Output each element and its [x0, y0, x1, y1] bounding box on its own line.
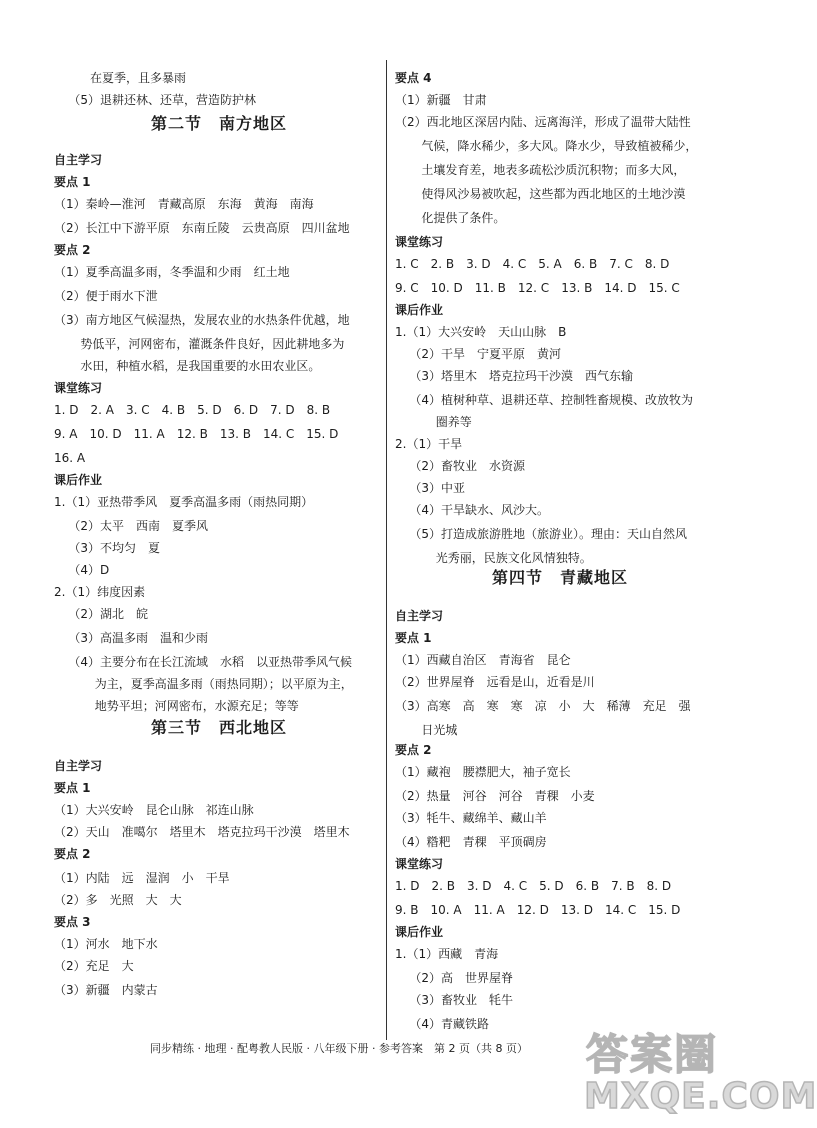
- answer-line: （4）主要分布在长江流域 水稻 以亚热带季风气候: [68, 655, 353, 669]
- answer-line: 地势平坦；河网密布，水源充足；等等: [94, 699, 299, 713]
- answer-line: （1）新疆 甘肃: [395, 93, 487, 107]
- answer-line: （2）多 光照 大 大: [54, 893, 182, 907]
- answer-line: （2）畜牧业 水资源: [409, 459, 526, 473]
- subheading: 要点 1: [395, 631, 432, 645]
- answer-line: （5）打造成旅游胜地（旅游业）。理由：天山自然风: [409, 527, 688, 541]
- watermark-cn: 答案圈: [586, 1030, 719, 1079]
- subheading: 课后作业: [395, 925, 444, 939]
- answer-line: （1）藏袍 腰襟肥大，袖子宽长: [395, 765, 571, 779]
- answer-line: （3）牦牛、藏绵羊、藏山羊: [395, 811, 547, 825]
- subheading: 要点 1: [54, 781, 91, 795]
- answer-line: 气候，降水稀少，多大风。降水少，导致植被稀少，: [421, 139, 698, 153]
- watermark-logo: [578, 1018, 817, 1128]
- answer-line: （2）热量 河谷 河谷 青稞 小麦: [395, 789, 595, 803]
- answer-line: （3）高温多雨 温和少雨: [68, 631, 209, 645]
- subheading: 课堂练习: [395, 857, 444, 871]
- watermark-en: MXQE.COM: [584, 1076, 817, 1117]
- answer-line: （4）D: [68, 563, 110, 577]
- section-heading: 第三节 西北地区: [150, 718, 287, 737]
- answer-line: （3）不均匀 夏: [68, 541, 161, 555]
- subheading: 自主学习: [54, 153, 103, 167]
- answer-line: 土壤发育差，地表多疏松沙质沉积物；而多大风，: [421, 163, 686, 177]
- answer-line: （2）世界屋脊 远看是山，近看是川: [395, 675, 595, 689]
- answer-line: 9. C 10. D 11. B 12. C 13. B 14. D 15. C: [395, 281, 680, 295]
- subheading: 要点 2: [395, 743, 432, 757]
- subheading: 要点 2: [54, 847, 91, 861]
- answer-line: 9. B 10. A 11. A 12. D 13. D 14. C 15. D: [395, 903, 681, 917]
- answer-line: （1）夏季高温多雨，冬季温和少雨 红土地: [54, 265, 290, 279]
- subheading: 要点 1: [54, 175, 91, 189]
- answer-line: （2）便于雨水下泄: [54, 289, 158, 303]
- subheading: 要点 2: [54, 243, 91, 257]
- answer-line: （4）植树种草、退耕还草、控制牲畜规模、改放牧为: [409, 393, 694, 407]
- answer-line: 2.（1）干旱: [395, 437, 463, 451]
- subheading: 要点 4: [395, 71, 432, 85]
- answer-line: 使得风沙易被吹起，这些都为西北地区的土地沙漠: [421, 187, 686, 201]
- subheading: 自主学习: [395, 609, 444, 623]
- answer-line: 化提供了条件。: [421, 211, 506, 225]
- answer-line: 16. A: [54, 451, 86, 465]
- page-footer: 同步精练 · 地理 · 配粤教人民版 · 八年级下册 · 参考答案 第 2 页（共 8 页）: [150, 1042, 528, 1055]
- answer-line: 日光城: [421, 723, 458, 737]
- answer-line: （2）太平 西南 夏季风: [68, 519, 209, 533]
- answer-line: （3）塔里木 塔克拉玛干沙漠 西气东输: [409, 369, 634, 383]
- answer-line: 1.（1）西藏 青海: [395, 947, 499, 961]
- answer-line: （3）新疆 内蒙古: [54, 983, 158, 997]
- answer-line: 1. D 2. B 3. D 4. C 5. D 6. B 7. B 8. D: [395, 879, 672, 893]
- answer-line: 1.（1）大兴安岭 天山山脉 B: [395, 325, 567, 339]
- answer-line: 势低平，河网密布，灌溉条件良好，因此耕地多为: [80, 337, 345, 351]
- subheading: 课后作业: [54, 473, 103, 487]
- answer-line: （1）西藏自治区 青海省 昆仑: [395, 653, 571, 667]
- answer-line: （1）秦岭—淮河 青藏高原 东海 黄海 南海: [54, 197, 314, 211]
- subheading: 课后作业: [395, 303, 444, 317]
- answer-line: 1. D 2. A 3. C 4. B 5. D 6. D 7. D 8. B: [54, 403, 331, 417]
- answer-line: （2）干旱 宁夏平原 黄河: [409, 347, 562, 361]
- answer-line: （2）长江中下游平原 东南丘陵 云贵高原 四川盆地: [54, 221, 350, 235]
- subheading: 课堂练习: [395, 235, 444, 249]
- answer-line: （3）中亚: [409, 481, 466, 495]
- answer-line: （4）青藏铁路: [409, 1017, 490, 1031]
- answer-line: （1）大兴安岭 昆仑山脉 祁连山脉: [54, 803, 254, 817]
- answer-line: （4）干旱缺水、风沙大。: [409, 503, 550, 517]
- answer-line: （2）西北地区深居内陆、远离海洋，形成了温带大陆性: [395, 115, 691, 129]
- answer-line: （1）内陆 远 湿润 小 干旱: [54, 871, 230, 885]
- answer-line: （1）河水 地下水: [54, 937, 158, 951]
- subheading: 自主学习: [54, 759, 103, 773]
- answer-line: 光秀丽，民族文化风情独特。: [435, 551, 592, 565]
- section-heading: 第四节 青藏地区: [491, 568, 628, 587]
- answer-line: （3）畜牧业 牦牛: [409, 993, 514, 1007]
- subheading: 要点 3: [54, 915, 91, 929]
- answer-line: （2）高 世界屋脊: [409, 971, 514, 985]
- column-divider: [386, 60, 387, 1040]
- answer-line: （2）天山 准噶尔 塔里木 塔克拉玛干沙漠 塔里木: [54, 825, 350, 839]
- answer-line: 为主，夏季高温多雨（雨热同期）；以平原为主，: [94, 677, 353, 691]
- answer-line: （3）高寒 高 寒 寒 凉 小 大 稀薄 充足 强: [395, 699, 691, 713]
- answer-line: （5）退耕还林、还草，营造防护林: [68, 93, 257, 107]
- answer-line: 2.（1）纬度因素: [54, 585, 146, 599]
- answer-line: （4）糌粑 青稞 平顶碉房: [395, 835, 547, 849]
- answer-line: 水田，种植水稻，是我国重要的水田农业区。: [80, 359, 321, 373]
- answer-line: 1.（1）亚热带季风 夏季高温多雨（雨热同期）: [54, 495, 314, 509]
- answer-line: （2）充足 大: [54, 959, 134, 973]
- answer-line: 1. C 2. B 3. D 4. C 5. A 6. B 7. C 8. D: [395, 257, 670, 271]
- answer-line: 9. A 10. D 11. A 12. B 13. B 14. C 15. D: [54, 427, 339, 441]
- answer-line: （3）南方地区气候湿热，发展农业的水热条件优越，地: [54, 313, 350, 327]
- answer-line: 在夏季，且多暴雨: [90, 71, 187, 85]
- answer-line: （2）湖北 皖: [68, 607, 149, 621]
- subheading: 课堂练习: [54, 381, 103, 395]
- answer-line: 圈养等: [435, 415, 472, 429]
- section-heading: 第二节 南方地区: [150, 114, 287, 133]
